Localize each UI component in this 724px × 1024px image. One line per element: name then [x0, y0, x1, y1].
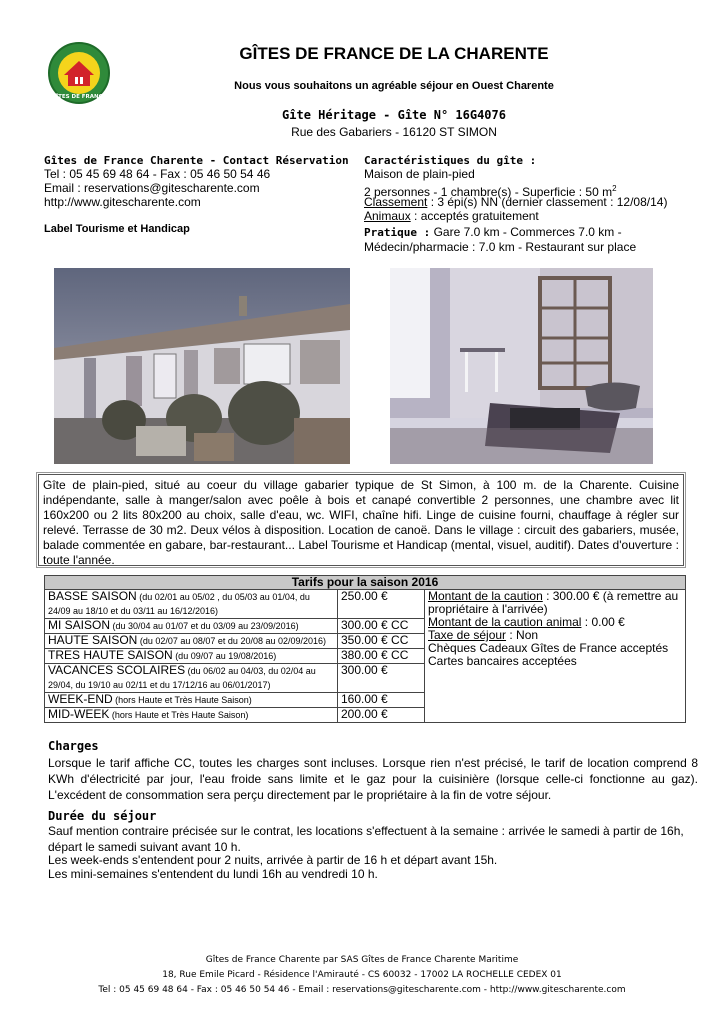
season-detail: (du 02/07 au 08/07 et du 20/08 au 02/09/2016)	[137, 636, 327, 646]
features-capacity-sup: 2	[612, 184, 617, 193]
season-price: 300.00 €	[338, 664, 425, 693]
classement-value: : 3 épi(s) NN (dernier classement : 12/08/14)	[427, 195, 668, 209]
season-name: VACANCES SCOLAIRES	[48, 663, 186, 677]
charges-text: Lorsque le tarif affiche CC, toutes les charges sont incluses. Lorsque rien n'est précisé, le tarif de location comprend 8 KWh d'électricité par jour, l'eau froide sans limite et le gaz pour la cuisinière (lorsque celle-ci fonctionne au gaz). L'excédent de consommation sera perçu directement par le propriétaire à la fin de votre séjour.	[48, 756, 698, 802]
caution-value: : 300.00 € (à remettre au propriétaire à l'arrivée)	[428, 589, 679, 616]
photo-house-exterior	[54, 268, 350, 464]
caution-animal-label: Montant de la caution animal	[428, 615, 582, 629]
duree-line2: Les week-ends s'entendent pour 2 nuits, arrivée à partir de 16 h et départ avant 15h.	[48, 853, 498, 867]
season-row	[45, 708, 338, 723]
gite-description: Gîte de plain-pied, situé au coeur du village gabarier typique de St Simon, à 100 m. de la Charente. Cuisine indépendante, salle à manger/salon avec poêle à bois et canapé convertible 2 personnes, une chambre avec lit 160x200 ou 2 lits 80x200 au choix, salle d'eau, wc. WIFI, chaîne hifi. Linge de cuisine fourni, chauffage à régler sur relevé. Terrasse de 30 m2. Deux vélos à disposition. Location de canoë. Dans le village : circuit des gabariers, musée, balade commentée en gabare, bar-restaurant... Label Tourisme et Handicap (mental, visuel, auditif). Dates d'ouverture : toute l'année.	[38, 474, 684, 566]
season-price: 160.00 €	[338, 693, 425, 708]
features-animaux	[364, 209, 539, 224]
season-row	[45, 634, 338, 649]
cartes-bancaires: Cartes bancaires acceptées	[428, 654, 577, 668]
contact-website[interactable]: http://www.gitescharente.com	[44, 195, 201, 209]
season-price: 200.00 €	[338, 708, 425, 723]
pratique-line1: Gare 7.0 km - Commerces 7.0 km -	[430, 225, 622, 239]
features-pratique	[364, 225, 622, 240]
svg-text:GÎTES DE FRANCE: GÎTES DE FRANCE	[51, 94, 107, 100]
season-detail: (hors Haute et Très Haute Saison)	[109, 710, 249, 720]
animaux-label: Animaux	[364, 209, 411, 223]
season-price: 350.00 € CC	[338, 634, 425, 649]
season-name: MID-WEEK	[48, 707, 110, 721]
label-tourisme-handicap: Label Tourisme et Handicap	[44, 223, 190, 235]
taxe-value: : Non	[506, 628, 539, 642]
season-name: BASSE SAISON	[48, 589, 137, 603]
features-heading: Caractéristiques du gîte :	[364, 154, 537, 167]
season-row	[45, 664, 338, 693]
pratique-label: Pratique :	[364, 226, 431, 239]
duree-line3: Les mini-semaines s'entendent du lundi 16h au vendredi 10 h.	[48, 867, 378, 881]
season-row	[45, 693, 338, 708]
gite-name: Gîte Héritage - Gîte N° 16G4076	[282, 108, 506, 122]
season-price: 250.00 €	[338, 590, 425, 619]
season-detail: (du 06/02 au 04/03, du 02/04 au 29/04, du 19/10 au 02/11 et du 17/12/16 au 06/01/2017)	[48, 666, 316, 690]
features-classement	[364, 195, 667, 210]
season-name: WEEK-END	[48, 692, 113, 706]
season-row	[45, 649, 338, 664]
duree-heading: Durée du séjour	[48, 809, 157, 823]
features-type: Maison de plain-pied	[364, 167, 475, 181]
footer-contact: Tel : 05 45 69 48 64 - Fax : 05 46 50 54 46 - Email : reservations@gitescharente.com - http://www.gitescharente.com	[98, 985, 626, 995]
footer-address: 18, Rue Emile Picard - Résidence l'Amirauté - CS 60032 - 17002 LA ROCHELLE CEDEX 01	[162, 970, 562, 980]
season-detail: (du 02/01 au 05/02 , du 05/03 au 01/04, du 24/09 au 18/10 et du 03/11 au 16/12/2016)	[48, 592, 310, 616]
classement-label: Classement	[364, 195, 428, 209]
taxe-label: Taxe de séjour	[428, 628, 507, 642]
tarifs-table	[44, 575, 686, 723]
page-title: GÎTES DE FRANCE DE LA CHARENTE	[239, 44, 549, 63]
contact-heading: Gîtes de France Charente - Contact Réservation	[44, 154, 349, 167]
season-price: 300.00 € CC	[338, 619, 425, 634]
season-row	[45, 619, 338, 634]
season-price: 380.00 € CC	[338, 649, 425, 664]
season-detail: (du 09/07 au 19/08/2016)	[172, 651, 277, 661]
caution-animal-value: : 0.00 €	[581, 615, 625, 629]
duree-line1: Sauf mention contraire précisée sur le contrat, les locations s'effectuent à la semaine : arrivée le samedi à partir de 16h, départ le samedi suivant avant 10 h.	[48, 824, 684, 854]
season-name: TRES HAUTE SAISON	[48, 648, 173, 662]
caution	[428, 590, 682, 616]
charges-heading: Charges	[48, 739, 99, 753]
contact-email: Email : reservations@gitescharente.com	[44, 181, 260, 195]
season-row	[45, 590, 338, 619]
season-name: HAUTE SAISON	[48, 633, 138, 647]
contact-phone: Tel : 05 45 69 48 64 - Fax : 05 46 50 54 46	[44, 167, 271, 181]
animaux-value: : acceptés gratuitement	[410, 209, 539, 223]
welcome-message: Nous vous souhaitons un agréable séjour en Ouest Charente	[234, 80, 554, 92]
footer-company: Gîtes de France Charente par SAS Gîtes de France Charente Maritime	[205, 955, 519, 965]
season-detail: (du 30/04 au 01/07 et du 03/09 au 23/09/2016)	[110, 621, 299, 631]
caution-label: Montant de la caution	[428, 589, 543, 603]
season-name: MI SAISON	[48, 618, 111, 632]
cheques-cadeaux: Chèques Cadeaux Gîtes de France acceptés	[428, 641, 669, 655]
features-capacity-text: 2 personnes - 1 chambre(s) - Superficie : 50 m	[364, 185, 613, 199]
features-pratique-2: Médecin/pharmacie : 7.0 km - Restaurant sur place	[364, 240, 637, 254]
tarifs-title: Tarifs pour la saison 2016	[45, 576, 686, 590]
season-detail: (hors Haute et Très Haute Saison)	[112, 695, 252, 705]
photo-interior	[390, 268, 653, 464]
gite-address: Rue des Gabariers - 16120 ST SIMON	[291, 125, 497, 139]
conditions-cell	[425, 590, 686, 723]
